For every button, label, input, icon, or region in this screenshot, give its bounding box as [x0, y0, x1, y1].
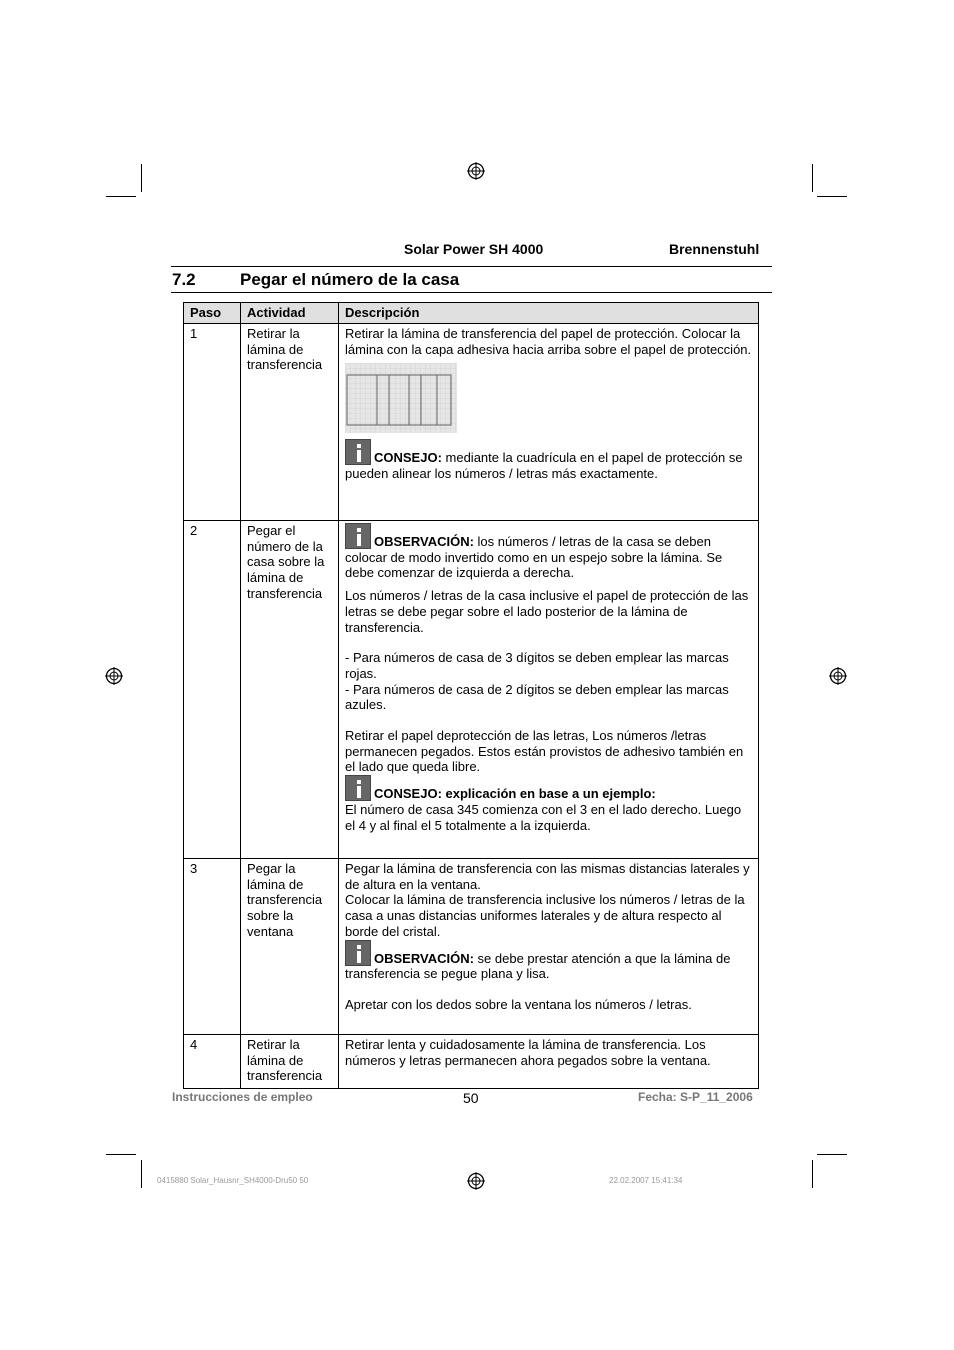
crop-mark — [141, 1160, 142, 1188]
tip-text: El número de casa 345 comienza con el 3 en el lado derecho. Luego el 4 y al final el 5 totalmente a la izquierda. — [345, 801, 742, 833]
step-activity: Pegar la lámina de transferencia sobre la ventana — [241, 859, 339, 1035]
step-description — [339, 1035, 759, 1089]
step-description — [339, 521, 759, 859]
step-activity: Pegar el número de la casa sobre la lámina de transferencia — [241, 521, 339, 859]
page-number: 50 — [463, 1090, 479, 1106]
step-number: 4 — [184, 1035, 241, 1089]
info-icon — [345, 775, 371, 801]
observation-label: OBSERVACIÓN: — [374, 534, 474, 549]
tip-paragraph — [345, 775, 753, 802]
table-row — [184, 324, 759, 521]
crop-mark — [812, 1160, 813, 1188]
crop-mark — [817, 1154, 847, 1155]
observation-label: OBSERVACIÓN: — [374, 950, 474, 966]
section-number: 7.2 — [172, 270, 196, 289]
step-description — [339, 859, 759, 1035]
header-brand: Brennenstuhl — [669, 241, 760, 257]
tip-paragraph — [345, 439, 753, 481]
crop-mark — [106, 196, 136, 197]
tip-text: mediante la cuadrícula en el papel de protección se pueden alinear los números / letras más exactamente. — [345, 450, 743, 482]
step-number: 2 — [184, 521, 241, 859]
grid-film-illustration — [345, 363, 457, 433]
step-activity: Retirar la lámina de transferencia — [241, 324, 339, 521]
description-text: Retirar la lámina de transferencia del papel de protección. Colocar la lámina con la capa adhesiva hacia arriba sobre el papel de protección. — [345, 326, 752, 357]
step-description — [339, 324, 759, 521]
table-row — [184, 521, 759, 859]
tip-label: CONSEJO: — [374, 450, 442, 466]
header-rule — [171, 266, 772, 267]
description-text: Apretar con los dedos sobre la ventana los números / letras. — [345, 996, 692, 1012]
crop-mark — [817, 196, 847, 197]
crop-mark — [141, 164, 142, 192]
print-slug-date: 22.02.2007 15:41:34 — [609, 1176, 683, 1185]
info-icon — [345, 940, 371, 966]
header-product: Solar Power SH 4000 — [404, 241, 544, 257]
registration-mark-icon — [829, 667, 847, 685]
description-text: - Para números de casa de 3 dígitos se deben emplear las marcas rojas. — [345, 650, 729, 681]
description-text: Los números / letras de la casa inclusive el papel de protección de las letras se debe pegar sobre el lado posterior de la lámina de transferencia. — [345, 588, 749, 635]
description-text: Retirar el papel deprotección de las letras, Los números /letras permanecen pegados. Estos están provistos de adhesivo también en el lado que queda libre. — [345, 728, 744, 775]
registration-mark-icon — [467, 1172, 485, 1190]
footer-right: Fecha: S-P_11_2006 — [638, 1090, 753, 1104]
description-text: Retirar lenta y cuidadosamente la lámina de transferencia. Los números y letras permanecen ahora pegados sobre la ventana. — [345, 1037, 711, 1068]
crop-mark — [812, 164, 813, 192]
print-slug-file: 0415880 Solar_Hausnr_SH4000-Dru50 50 — [157, 1176, 309, 1185]
registration-mark-icon — [467, 162, 485, 180]
tip-label: CONSEJO: explicación en base a un ejemplo: — [374, 786, 656, 802]
registration-mark-icon — [105, 667, 123, 685]
column-header-step: Paso — [184, 303, 241, 324]
info-icon — [345, 523, 371, 549]
steps-table — [183, 302, 759, 1089]
observation-paragraph — [345, 523, 753, 581]
grid-film-image — [345, 363, 457, 433]
table-row — [184, 859, 759, 1035]
description-text: Pegar la lámina de transferencia con las mismas distancias laterales y de altura en la ventana. — [345, 861, 750, 892]
section-rule — [171, 292, 772, 293]
observation-paragraph — [345, 940, 753, 982]
observation-text: los números / letras de la casa se deben colocar de modo invertido como en un espejo sobre la lámina. Se debe comenzar de izquierda a derecha. — [345, 534, 723, 581]
section-title: Pegar el número de la casa — [240, 270, 460, 289]
step-number: 1 — [184, 324, 241, 521]
step-number: 3 — [184, 859, 241, 1035]
column-header-activity: Actividad — [241, 303, 339, 324]
table-header-row — [184, 303, 759, 324]
info-icon — [345, 439, 371, 465]
description-text: Colocar la lámina de transferencia inclusive los números / letras de la casa a unas distancias uniformes laterales y de altura respecto al borde del cristal. — [345, 892, 745, 939]
observation-text: se debe prestar atención a que la lámina de transferencia se pegue plana y lisa. — [345, 950, 731, 982]
description-text: - Para números de casa de 2 dígitos se deben emplear las marcas azules. — [345, 681, 729, 713]
table-row — [184, 1035, 759, 1089]
step-activity: Retirar la lámina de transferencia — [241, 1035, 339, 1089]
footer-left: Instrucciones de empleo — [172, 1090, 313, 1104]
crop-mark — [106, 1154, 136, 1155]
column-header-description: Descripción — [339, 303, 759, 324]
